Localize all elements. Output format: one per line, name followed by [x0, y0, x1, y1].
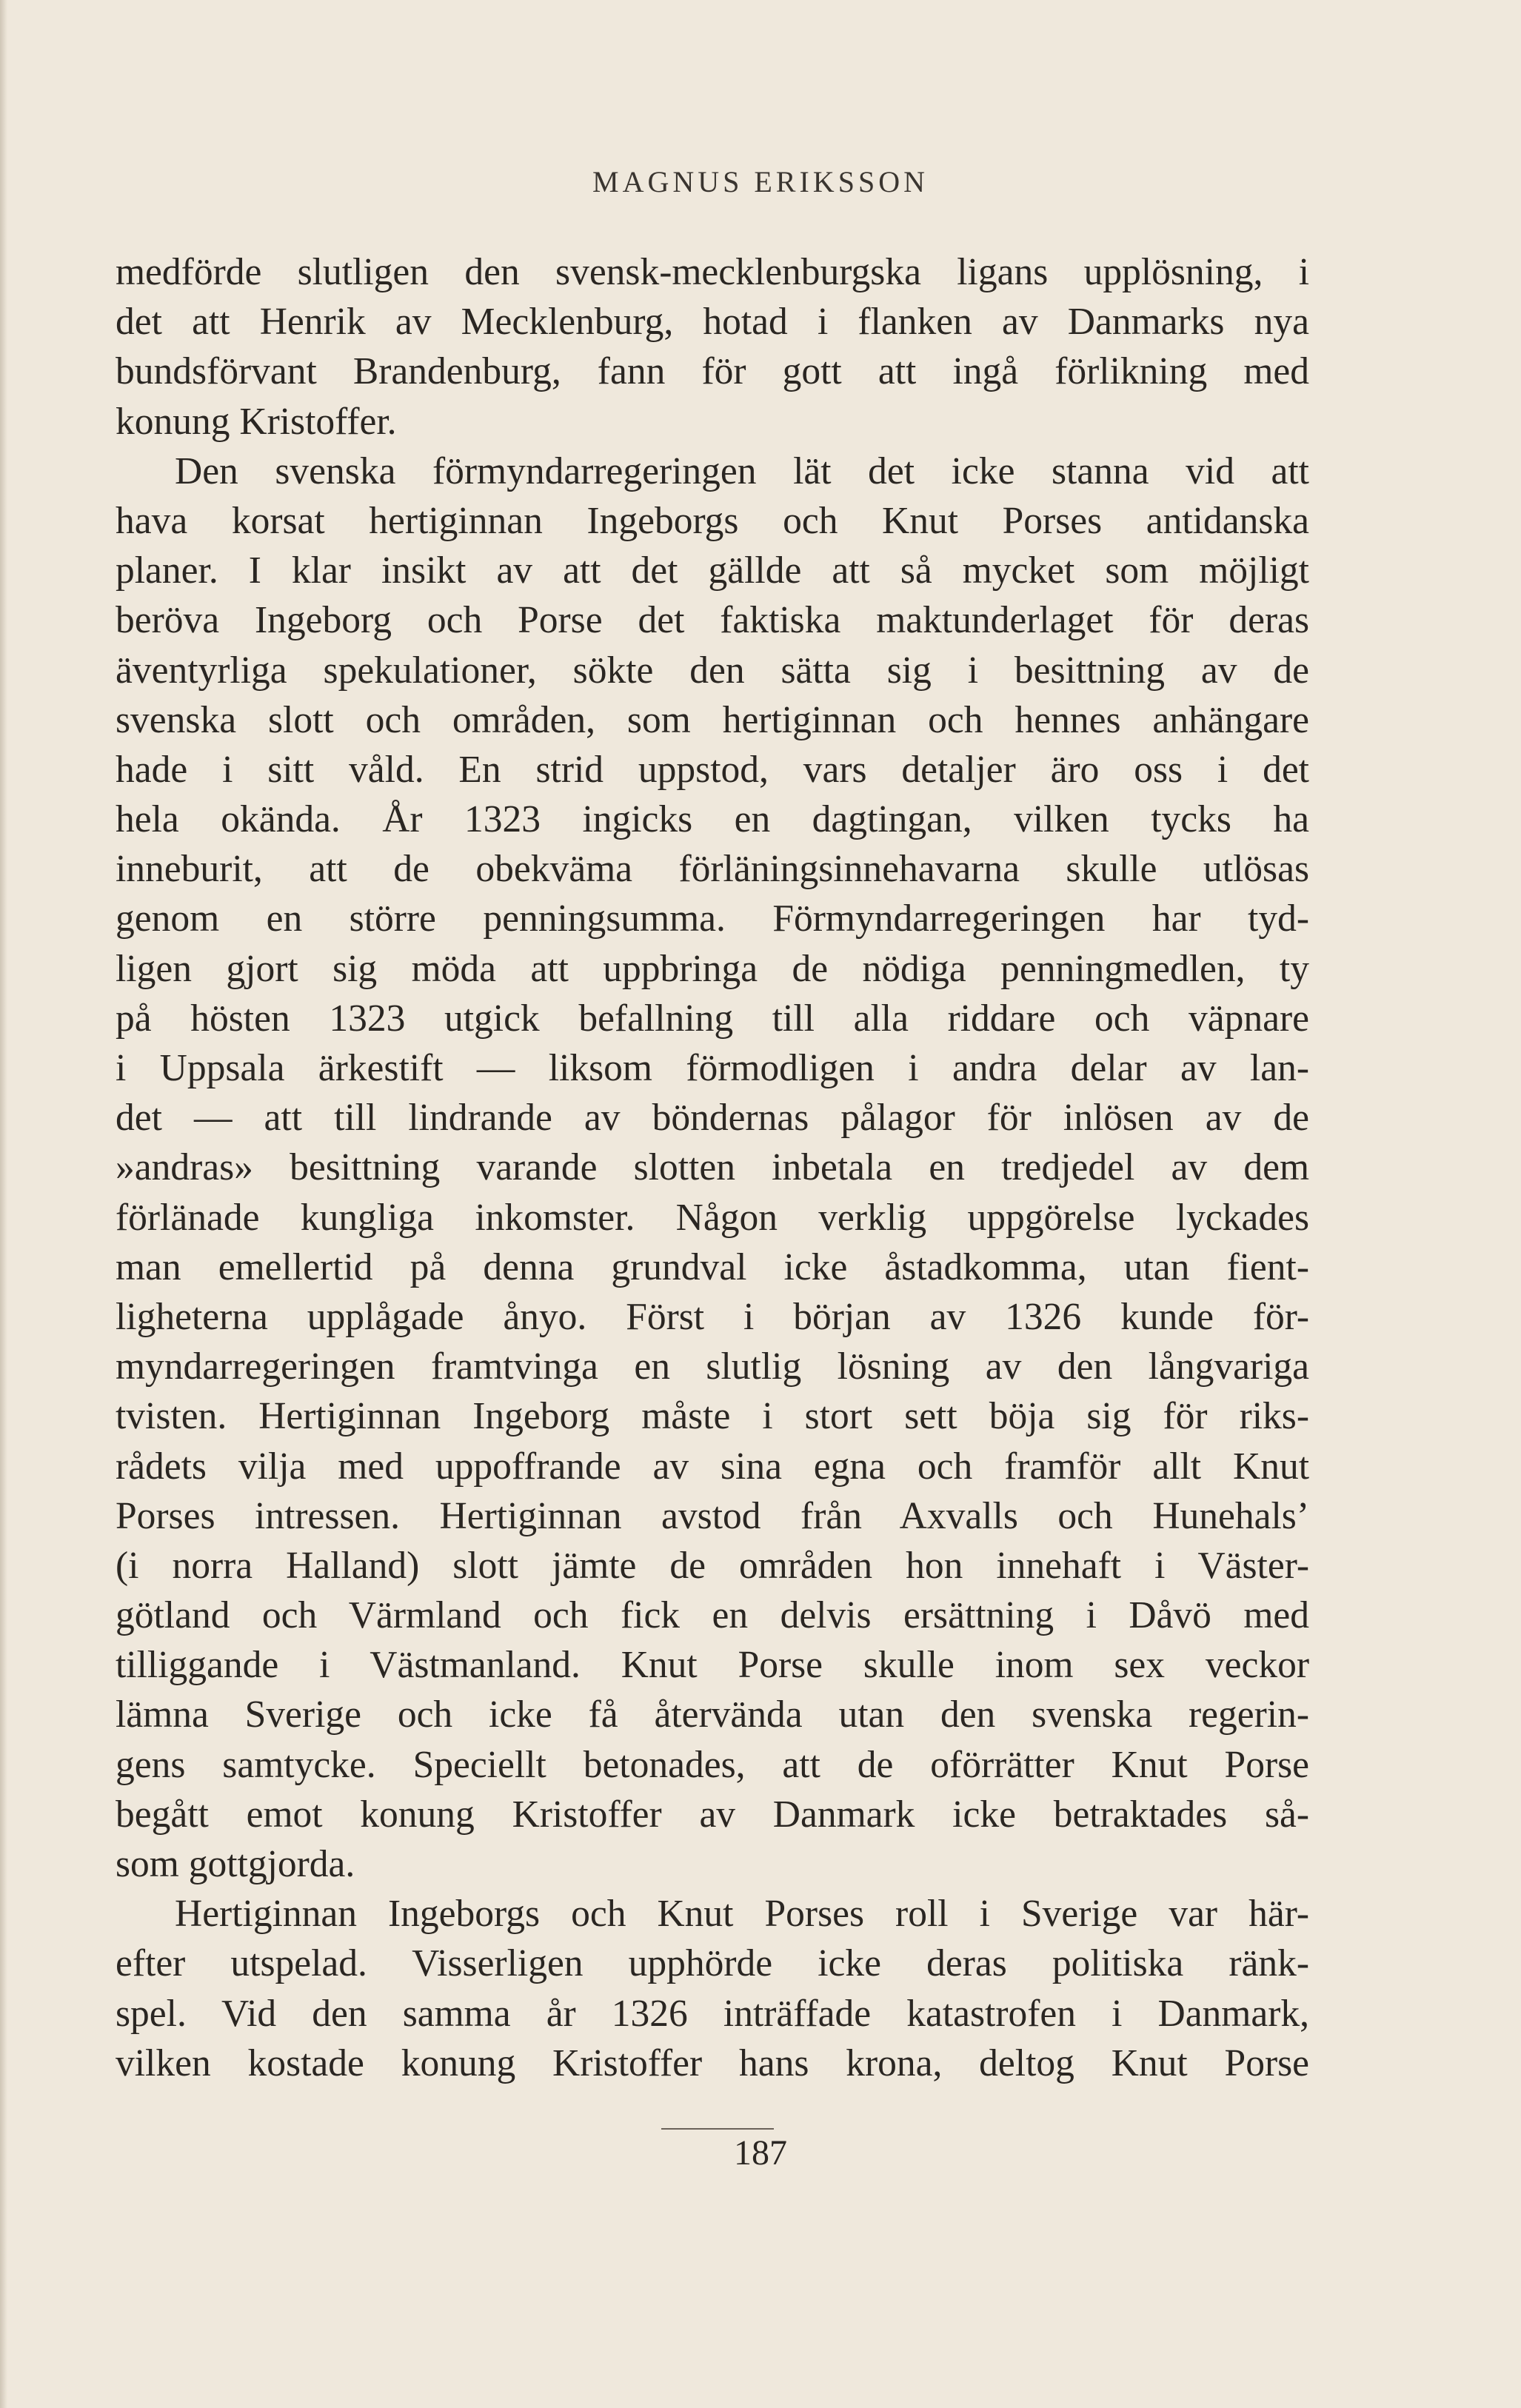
text-line: konung Kristoffer.	[116, 400, 397, 443]
text-line: man emellertid på denna grundval icke åstadkomma, utan fient-	[116, 1245, 1309, 1288]
text-line: spel. Vid den samma år 1326 inträffade katastrofen i Danmark,	[116, 1992, 1309, 2035]
text-line: rådets vilja med uppoffrande av sina egna och framför allt Knut	[116, 1445, 1309, 1488]
footer-rule	[661, 2128, 774, 2130]
body-text	[116, 247, 1309, 2088]
text-line: tvisten. Hertiginnan Ingeborg måste i stort sett böja sig för riks-	[116, 1395, 1309, 1438]
text-line: ligheterna upplågade ånyo. Först i början av 1326 kunde för-	[116, 1295, 1309, 1338]
text-line: begått emot konung Kristoffer av Danmark icke betraktades så-	[116, 1793, 1309, 1836]
text-line: Den svenska förmyndarregeringen lät det icke stanna vid att	[175, 449, 1309, 492]
text-line: hade i sitt våld. En strid uppstod, vars detaljer äro oss i det	[116, 748, 1309, 791]
text-line: lämna Sverige och icke få återvända utan den svenska regerin-	[116, 1693, 1309, 1736]
text-line: förlänade kungliga inkomster. Någon verklig uppgörelse lyckades	[116, 1196, 1309, 1239]
running-head: MAGNUS ERIKSSON	[592, 165, 929, 198]
text-line: efter utspelad. Visserligen upphörde icke deras politiska ränk-	[116, 1942, 1309, 1985]
text-line: genom en större penningsumma. Förmyndarregeringen har tyd-	[116, 897, 1309, 940]
page-edge-shadow	[0, 0, 7, 2408]
text-line: det — att till lindrande av böndernas pålagor för inlösen av de	[116, 1097, 1309, 1140]
text-line: tilliggande i Västmanland. Knut Porse skulle inom sex veckor	[116, 1644, 1309, 1687]
text-line: det att Henrik av Mecklenburg, hotad i flanken av Danmarks nya	[116, 301, 1309, 344]
text-line: inneburit, att de obekväma förläningsinnehavarna skulle utlösas	[116, 848, 1309, 891]
text-line: (i norra Halland) slott jämte de områden hon innehaft i Väster-	[116, 1544, 1309, 1587]
text-line: vilken kostade konung Kristoffer hans krona, deltog Knut Porse	[116, 2041, 1309, 2084]
text-line: beröva Ingeborg och Porse det faktiska maktunderlaget för deras	[116, 599, 1309, 642]
text-line: ligen gjort sig möda att uppbringa de nödiga penningmedlen, ty	[116, 947, 1309, 990]
text-line: Hertiginnan Ingeborgs och Knut Porses roll i Sverige var här-	[175, 1893, 1309, 1936]
text-line: på hösten 1323 utgick befallning till alla riddare och väpnare	[116, 997, 1309, 1040]
text-line: bundsförvant Brandenburg, fann för gott att ingå förlikning med	[116, 350, 1309, 393]
text-line: myndarregeringen framtvinga en slutlig lösning av den långvariga	[116, 1345, 1309, 1388]
text-line: äventyrliga spekulationer, sökte den sätta sig i besittning av de	[116, 649, 1309, 692]
text-line: som gottgjorda.	[116, 1843, 355, 1885]
text-line: i Uppsala ärkestift — liksom förmodligen i andra delar av lan-	[116, 1047, 1309, 1089]
text-line: »andras» besittning varande slotten inbetala en tredjedel av dem	[116, 1146, 1309, 1189]
text-line: Porses intressen. Hertiginnan avstod från Axvalls och Hunehals’	[116, 1494, 1309, 1537]
page-number: 187	[734, 2133, 787, 2173]
text-line: götland och Värmland och fick en delvis ersättning i Dåvö med	[116, 1594, 1309, 1637]
text-line: medförde slutligen den svensk-mecklenburgska ligans upplösning, i	[116, 251, 1309, 293]
text-line: gens samtycke. Speciellt betonades, att de oförrätter Knut Porse	[116, 1743, 1309, 1786]
text-line: hava korsat hertiginnan Ingeborgs och Knut Porses antidanska	[116, 499, 1309, 542]
text-line: svenska slott och områden, som hertiginnan och hennes anhängare	[116, 698, 1309, 741]
text-line: hela okända. År 1323 ingicks en dagtingan, vilken tycks ha	[116, 798, 1309, 841]
text-line: planer. I klar insikt av att det gällde att så mycket som möjligt	[116, 549, 1309, 592]
